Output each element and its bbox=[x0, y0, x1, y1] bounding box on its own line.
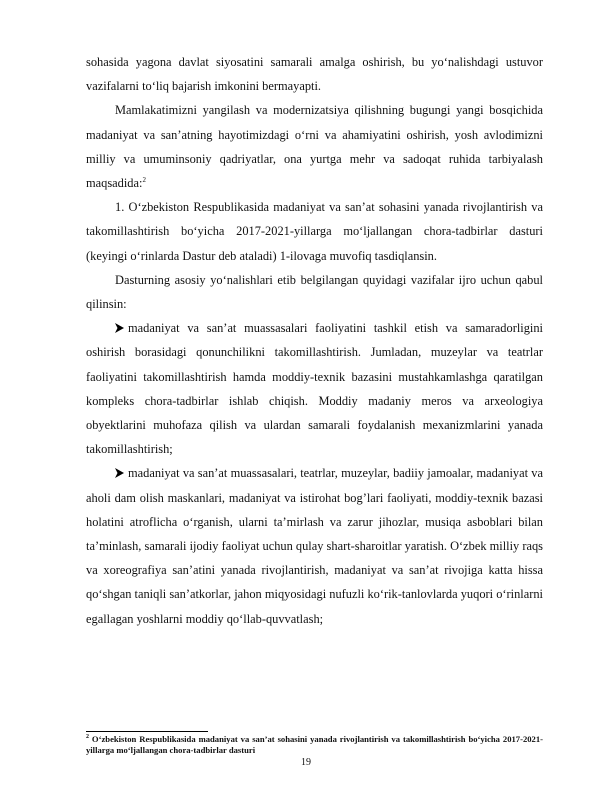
bullet-item-text: madaniyat va san’at muassasalari faoliyatini tashkil etish va samaradorligini oshirish borasidagi qonunchilikni takomillashtirish. Jumladan, muzeylar va teatrlar faoliyatini takomillashtirish hamda moddiy-texnik bazasini mustahkamlashga qaratilgan kompleks chora-tadbirlar ishlab chiqish. Moddiy madaniy meros va arxeologiya obyektlarini muhofaza qilish va ulardan samarali foydalanish mexanizmlarini yanada takomillashtirish; bbox=[86, 321, 543, 457]
paragraph-modernization-text: Mamlakatimizni yangilash va modernizatsiya qilishning bugungi yangi bosqichida madaniyat va san’atning hayotimizdagi o‘rni va ahamiyatini oshirish, yosh avlodimizni milliy va umuminsoniy qadriyatlar, ona yurtga mehr va sadoqat ruhida tarbiyalash maqsadida: bbox=[86, 103, 543, 191]
footnote-number: 2 bbox=[86, 734, 89, 741]
footnote bbox=[86, 734, 543, 755]
bullet-item-text: madaniyat va san’at muassasalari, teatrlar, muzeylar, badiiy jamoalar, madaniyat va aholi dam olish maskanlari, madaniyat va istirohat bog’lari faoliyati, moddiy-texnik bazasi holatini atroflicha o‘rganish, ularni ta’mirlash va zarur jihozlar, musiqa asboblari bilan ta’minlash, samarali ijodiy faoliyat uchun qulay shart-sharoitlar yaratish. O‘zbek milliy raqs va xoreografiya san’atini yanada rivojlantirish, madaniyat va san’at rivojiga katta hissa qo‘shgan taniqli san’atkorlar, jahon miqyosidagi nufuzli ko‘rik-tanlovlarda yuqori o‘rinlarni egallagan yoshlarni moddiy qo‘llab-quvvatlash; bbox=[86, 466, 543, 626]
footnote-reference[interactable]: 2 bbox=[142, 175, 146, 184]
bullet-item-facilities bbox=[86, 461, 543, 630]
paragraph-modernization bbox=[86, 98, 543, 195]
paragraph-program-approval: 1. O‘zbekiston Respublikasida madaniyat va san’at sohasini yanada rivojlantirish va takomillashtirish bo‘yicha 2017-2021-yillarga mo‘ljallangan chora-tadbirlar dasturi (keyingi o‘rinlarda Dastur deb ataladi) 1-ilovaga muvofiq tasdiqlansin. bbox=[86, 200, 543, 263]
page-number: 19 bbox=[301, 757, 311, 768]
bullet-item-institutions bbox=[86, 316, 543, 461]
paragraph-tasks-intro: Dasturning asosiy yo‘nalishlari etib belgilangan quyidagi vazifalar ijro uchun qabul qilinsin: bbox=[86, 272, 543, 312]
arrowhead-bullet-icon bbox=[115, 468, 124, 478]
footnote-separator bbox=[86, 731, 208, 732]
document-body bbox=[86, 50, 543, 631]
arrowhead-bullet-icon bbox=[115, 323, 124, 333]
paragraph-continuation: sohasida yagona davlat siyosatini samarali amalga oshirish, bu yo‘nalishdagi ustuvor vazifalarni to‘liq bajarish imkonini bermayapti. bbox=[86, 55, 543, 94]
footnote-text: O‘zbekiston Respublikasida madaniyat va san’at sohasini yanada rivojlantirish va takomillashtirish bo‘yicha 2017-2021-yillarga mo‘ljallangan chora-tadbirlar dasturi bbox=[86, 734, 543, 755]
